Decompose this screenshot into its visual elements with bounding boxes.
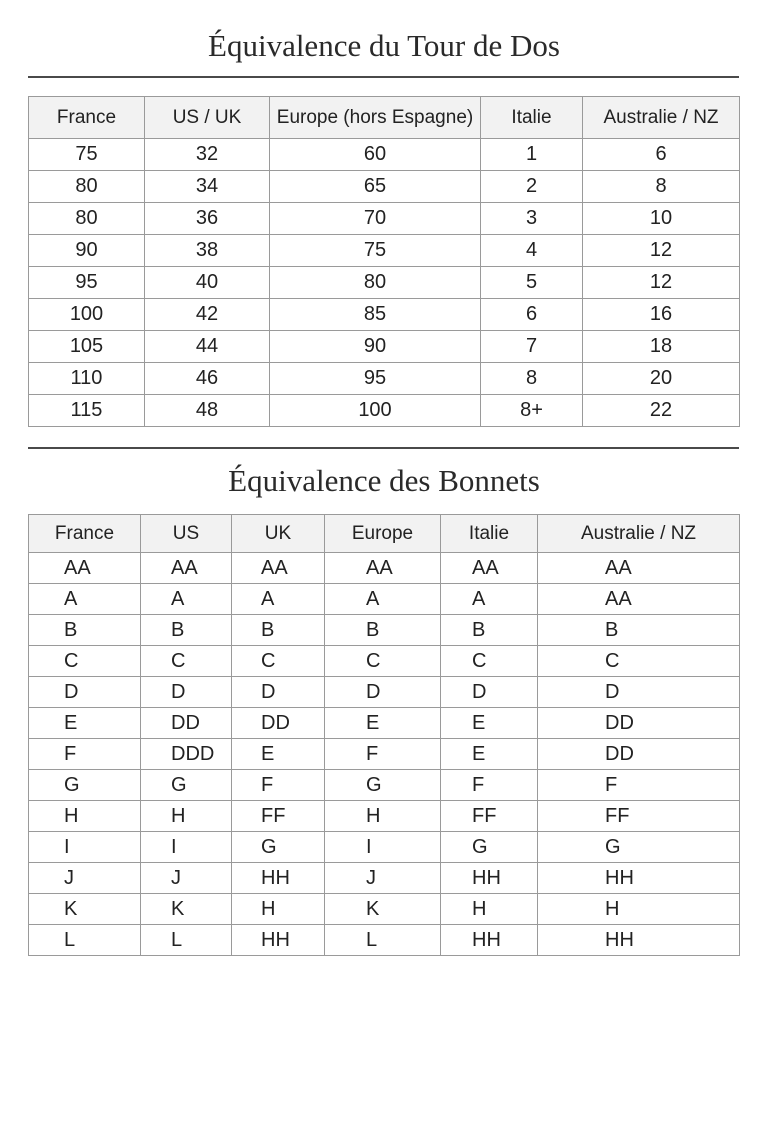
cup-cell: B: [29, 615, 141, 646]
cup-cell: DD: [141, 708, 232, 739]
cup-cell: HH: [232, 863, 325, 894]
cup-cell: F: [538, 770, 740, 801]
cup-cell: C: [325, 646, 441, 677]
cup-header-italie: Italie: [441, 515, 538, 553]
cup-cell: F: [325, 739, 441, 770]
band-cell: 95: [270, 363, 481, 395]
band-cell: 4: [481, 235, 583, 267]
cup-row: [29, 584, 740, 615]
band-cell: 10: [583, 203, 740, 235]
cup-cell: J: [29, 863, 141, 894]
band-header-australie: Australie / NZ: [583, 97, 740, 139]
band-cell: 22: [583, 395, 740, 427]
band-cell: 65: [270, 171, 481, 203]
band-size-title: Équivalence du Tour de Dos: [208, 28, 560, 63]
cup-cell: B: [538, 615, 740, 646]
cup-cell: A: [141, 584, 232, 615]
cup-cell: L: [325, 925, 441, 956]
cup-cell: A: [441, 584, 538, 615]
cup-cell: HH: [538, 863, 740, 894]
cup-header-australie: Australie / NZ: [538, 515, 740, 553]
cup-cell: E: [232, 739, 325, 770]
band-cell: 2: [481, 171, 583, 203]
band-row: [29, 363, 740, 395]
band-cell: 36: [145, 203, 270, 235]
cup-cell: D: [441, 677, 538, 708]
band-cell: 42: [145, 299, 270, 331]
cup-cell: G: [441, 832, 538, 863]
band-cell: 105: [29, 331, 145, 363]
cup-header-uk: UK: [232, 515, 325, 553]
cup-row: [29, 894, 740, 925]
cup-cell: E: [441, 739, 538, 770]
band-cell: 18: [583, 331, 740, 363]
cup-cell: G: [29, 770, 141, 801]
cup-cell: E: [325, 708, 441, 739]
cup-size-table: [28, 514, 740, 956]
band-cell: 16: [583, 299, 740, 331]
cup-cell: C: [441, 646, 538, 677]
cup-header-france: France: [29, 515, 141, 553]
band-cell: 80: [29, 171, 145, 203]
cup-row: [29, 801, 740, 832]
cup-cell: HH: [538, 925, 740, 956]
cup-row: [29, 615, 740, 646]
cup-cell: D: [232, 677, 325, 708]
cup-cell: K: [141, 894, 232, 925]
cup-cell: K: [325, 894, 441, 925]
cup-cell: DD: [232, 708, 325, 739]
band-cell: 40: [145, 267, 270, 299]
band-cell: 5: [481, 267, 583, 299]
cup-cell: DD: [538, 739, 740, 770]
cup-cell: C: [141, 646, 232, 677]
cup-row: [29, 832, 740, 863]
cup-cell: H: [232, 894, 325, 925]
band-cell: 85: [270, 299, 481, 331]
cup-row: [29, 708, 740, 739]
cup-cell: AA: [441, 553, 538, 584]
band-cell: 20: [583, 363, 740, 395]
cup-cell: D: [325, 677, 441, 708]
cup-cell: L: [141, 925, 232, 956]
band-cell: 80: [270, 267, 481, 299]
band-cell: 7: [481, 331, 583, 363]
cup-cell: H: [441, 894, 538, 925]
band-cell: 75: [29, 139, 145, 171]
cup-cell: B: [325, 615, 441, 646]
band-size-table: [28, 96, 740, 427]
cup-cell: FF: [232, 801, 325, 832]
band-cell: 8+: [481, 395, 583, 427]
cup-row: [29, 925, 740, 956]
cup-size-title: Équivalence des Bonnets: [228, 463, 540, 498]
cup-row: [29, 553, 740, 584]
cup-cell: H: [141, 801, 232, 832]
cup-cell: C: [29, 646, 141, 677]
cup-cell: J: [141, 863, 232, 894]
band-cell: 1: [481, 139, 583, 171]
band-cell: 70: [270, 203, 481, 235]
band-cell: 38: [145, 235, 270, 267]
cup-row: [29, 646, 740, 677]
band-row: [29, 331, 740, 363]
band-cell: 44: [145, 331, 270, 363]
cup-cell: FF: [441, 801, 538, 832]
band-row: [29, 267, 740, 299]
cup-cell: AA: [29, 553, 141, 584]
cup-cell: B: [232, 615, 325, 646]
band-header-italie: Italie: [481, 97, 583, 139]
cup-cell: DDD: [141, 739, 232, 770]
band-row: [29, 139, 740, 171]
band-row: [29, 299, 740, 331]
cup-cell: H: [325, 801, 441, 832]
band-cell: 115: [29, 395, 145, 427]
band-header-europe: Europe (hors Espagne): [270, 97, 481, 139]
cup-cell: D: [29, 677, 141, 708]
cup-cell: G: [141, 770, 232, 801]
cup-cell: A: [325, 584, 441, 615]
cup-cell: I: [325, 832, 441, 863]
cup-cell: J: [325, 863, 441, 894]
cup-cell: D: [538, 677, 740, 708]
cup-cell: F: [232, 770, 325, 801]
cup-row: [29, 863, 740, 894]
band-cell: 110: [29, 363, 145, 395]
band-cell: 60: [270, 139, 481, 171]
cup-cell: G: [232, 832, 325, 863]
cup-cell: B: [441, 615, 538, 646]
band-header-us-uk: US / UK: [145, 97, 270, 139]
band-header-row: [29, 97, 740, 139]
cup-row: [29, 677, 740, 708]
cup-cell: C: [538, 646, 740, 677]
cup-header-row: [29, 515, 740, 553]
cup-cell: F: [441, 770, 538, 801]
cup-cell: H: [538, 894, 740, 925]
cup-cell: FF: [538, 801, 740, 832]
band-cell: 34: [145, 171, 270, 203]
band-cell: 6: [481, 299, 583, 331]
band-cell: 48: [145, 395, 270, 427]
band-cell: 12: [583, 267, 740, 299]
band-cell: 80: [29, 203, 145, 235]
band-row: [29, 171, 740, 203]
cup-cell: E: [29, 708, 141, 739]
band-cell: 100: [29, 299, 145, 331]
cup-cell: A: [232, 584, 325, 615]
cup-cell: AA: [232, 553, 325, 584]
band-cell: 6: [583, 139, 740, 171]
cup-cell: G: [325, 770, 441, 801]
band-row: [29, 395, 740, 427]
cup-cell: AA: [538, 584, 740, 615]
cup-cell: AA: [141, 553, 232, 584]
cup-cell: E: [441, 708, 538, 739]
band-row: [29, 203, 740, 235]
cup-cell: F: [29, 739, 141, 770]
cup-row: [29, 770, 740, 801]
band-row: [29, 235, 740, 267]
cup-cell: I: [29, 832, 141, 863]
section-divider: [28, 447, 739, 449]
cup-cell: G: [538, 832, 740, 863]
cup-cell: K: [29, 894, 141, 925]
cup-cell: D: [141, 677, 232, 708]
band-cell: 8: [481, 363, 583, 395]
cup-cell: L: [29, 925, 141, 956]
cup-cell: C: [232, 646, 325, 677]
title-divider: [28, 76, 739, 78]
cup-cell: AA: [538, 553, 740, 584]
cup-cell: HH: [232, 925, 325, 956]
band-cell: 100: [270, 395, 481, 427]
band-cell: 46: [145, 363, 270, 395]
cup-cell: B: [141, 615, 232, 646]
band-cell: 75: [270, 235, 481, 267]
cup-cell: H: [29, 801, 141, 832]
cup-cell: DD: [538, 708, 740, 739]
band-cell: 8: [583, 171, 740, 203]
cup-cell: I: [141, 832, 232, 863]
band-cell: 12: [583, 235, 740, 267]
cup-cell: AA: [325, 553, 441, 584]
cup-cell: A: [29, 584, 141, 615]
band-cell: 90: [270, 331, 481, 363]
cup-header-us: US: [141, 515, 232, 553]
band-cell: 32: [145, 139, 270, 171]
cup-row: [29, 739, 740, 770]
cup-cell: HH: [441, 863, 538, 894]
band-cell: 90: [29, 235, 145, 267]
band-cell: 95: [29, 267, 145, 299]
cup-header-europe: Europe: [325, 515, 441, 553]
band-cell: 3: [481, 203, 583, 235]
band-header-france: France: [29, 97, 145, 139]
cup-cell: HH: [441, 925, 538, 956]
